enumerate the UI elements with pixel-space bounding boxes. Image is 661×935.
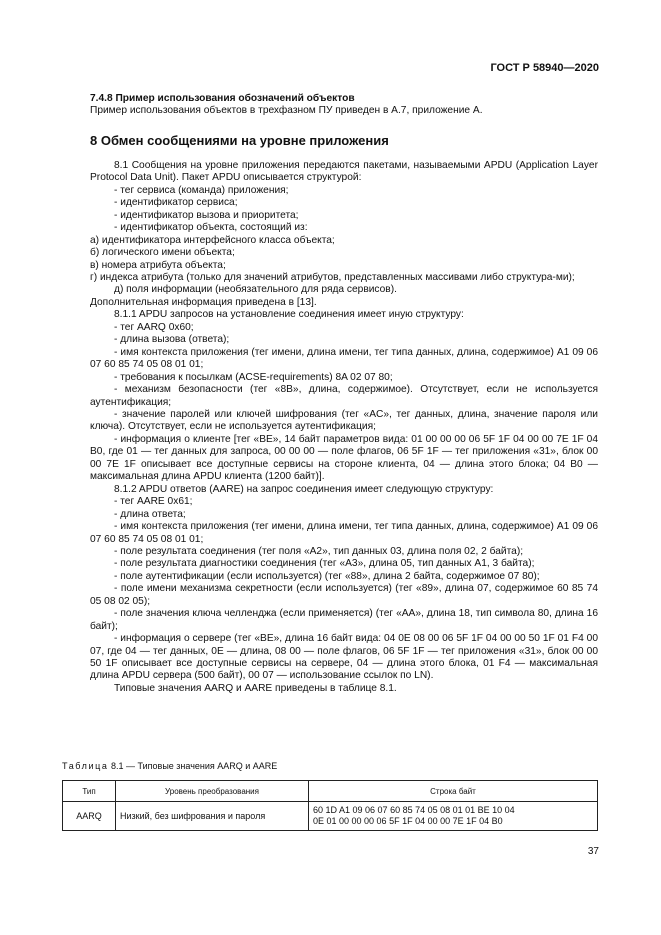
paragraph-line: - идентификатор сервиса; [114, 197, 238, 209]
paragraph-line: - поле имени механизма секретности (если используется) (тег «89», длина 07, содержимое 60 85 74 05 08 02 05); [90, 583, 598, 607]
paragraph-line: - тег AARE 0x61; [114, 496, 193, 508]
table-caption-prefix: Таблица [62, 761, 109, 771]
section-body [90, 160, 598, 695]
header-level: Уровень преобразования [116, 781, 309, 802]
cell-bytes [309, 802, 598, 831]
aarq-aare-table [62, 780, 598, 831]
paragraph-line: - поле результата диагностики соединения (тег «A3», длина 05, тип данных A1, 3 байта); [114, 558, 535, 570]
paragraph-line: г) индекса атрибута (только для значений атрибутов, представленных массивами либо структура-ми); [90, 271, 575, 283]
paragraph-line: - требования к посылкам (ACSE-requirements) 8A 02 07 80; [114, 371, 393, 383]
paragraph-line: - идентификатор объекта, состоящий из: [114, 222, 308, 234]
section-heading: 8 Обмен сообщениями на уровне приложения [90, 132, 389, 148]
paragraph-line: - механизм безопасности (тег «8B», длина, содержимое). Отсутствует, если не используется аутентификация; [90, 384, 598, 408]
subsection-title: 7.4.8 Пример использования обозначений объектов [90, 93, 355, 104]
paragraph-line: - имя контекста приложения (тег имени, длина имени, тег типа данных, длина, содержимое) A1 09 06 07 60 85 74 05 08 01 01; [90, 346, 598, 371]
cell-bytes-line1: 60 1D A1 09 06 07 60 85 74 05 08 01 01 BE 10 04 [313, 805, 515, 815]
paragraph-line: 8.1 Сообщения на уровне приложения передаются пакетами, называемыми APDU (Application Layer Protocol Data Unit). Пакет APDU описывается структурой: [90, 159, 598, 184]
paragraph-line: - тег сервиса (команда) приложения; [114, 184, 289, 196]
paragraph-line: в) номера атрибута объекта; [90, 259, 226, 271]
paragraph-line: - длина вызова (ответа); [114, 334, 230, 346]
paragraph-line: - поле значения ключа челленджа (если применяется) (тег «AA», длина 18, тип символа 80, длина 16 байт); [90, 608, 598, 632]
paragraph-line: Дополнительная информация приведена в [13]. [90, 296, 317, 308]
table-row [63, 802, 598, 831]
cell-bytes-line2: 0E 01 00 00 00 06 5F 1F 04 00 00 7E 1F 04 B0 [313, 816, 503, 826]
table-header-row [63, 781, 598, 802]
page-number: 37 [587, 846, 599, 857]
paragraph-line: - поле аутентификации (если используется) (тег «88», длина 2 байта, содержимое 07 80); [114, 570, 540, 582]
page-body [90, 93, 598, 695]
paragraph-line: - имя контекста приложения (тег имени, длина имени, тег типа данных, длина, содержимое) A1 09 06 07 60 85 74 05 08 01 01; [90, 521, 598, 545]
paragraph-line: - длина ответа; [114, 508, 186, 520]
paragraph-line: 8.1.2 APDU ответов (AARE) на запрос соединения имеет следующую структуру: [114, 483, 494, 495]
cell-type: AARQ [63, 802, 116, 831]
cell-level: Низкий, без шифрования и пароля [116, 802, 309, 831]
paragraph-line: - значение паролей или ключей шифрования (тег «AC», тег данных, длина, значение пароля или ключа). Отсутствует, если не используется аутентификация; [90, 408, 598, 433]
paragraph-line: - тег AARQ 0x60; [114, 321, 194, 333]
paragraph-line: Типовые значения AARQ и AARE приведены в таблице 8.1. [114, 682, 397, 694]
paragraph-line: - поле результата соединения (тег поля «A2», тип данных 03, длина поля 02, 2 байта); [114, 545, 524, 557]
table-caption-text: 8.1 — Типовые значения AARQ и AARE [111, 761, 278, 771]
paragraph-line: - информация о сервере (тег «BE», длина 16 байт вида: 04 0E 08 00 06 5F 1F 04 00 00 50 1F 01 F4 00 07, где 04 — тег данных, 0E — длина, 08 00 — поле флагов, 06 5F 1F — тег приложения «31», блок 00 00 50 1F описывает все доступные сервисы на сервере, 04 — длина этого блока, 01 F4 — максимальная длина APDU сервера (500 байт), 00 07 — использование ссылок по LN). [90, 633, 598, 682]
paragraph-line: - информация о клиенте [тег «BE», 14 байт параметров вида: 01 00 00 00 06 5F 1F 04 00 00 7E 1F 04 B0, где 01 — тег данных для запроса, 00 00 00 — поле флагов, 06 5F 1F — тег приложения «31», блок 00 00 7E 1F описывает все доступные сервисы на стороне клиента, 04 — длина этого блока; 04 B0 — максимальная длина APDU клиента (1200 байт)]. [90, 433, 598, 483]
header-bytes: Строка байт [309, 781, 598, 802]
header-type: Тип [63, 781, 116, 802]
paragraph-line: - идентификатор вызова и приоритета; [114, 209, 299, 221]
document-standard-number: ГОСТ Р 58940—2020 [490, 62, 599, 74]
table-caption [62, 761, 277, 771]
paragraph-line: д) поля информации (необязательного для ряда сервисов). [114, 284, 397, 296]
paragraph-line: а) идентификатора интерфейсного класса объекта; [90, 234, 335, 246]
paragraph-line: б) логического имени объекта; [90, 247, 235, 259]
paragraph-line: 8.1.1 APDU запросов на установление соединения имеет иную структуру: [114, 309, 464, 321]
subsection-text: Пример использования объектов в трехфазном ПУ приведен в А.7, приложение А. [90, 105, 483, 117]
